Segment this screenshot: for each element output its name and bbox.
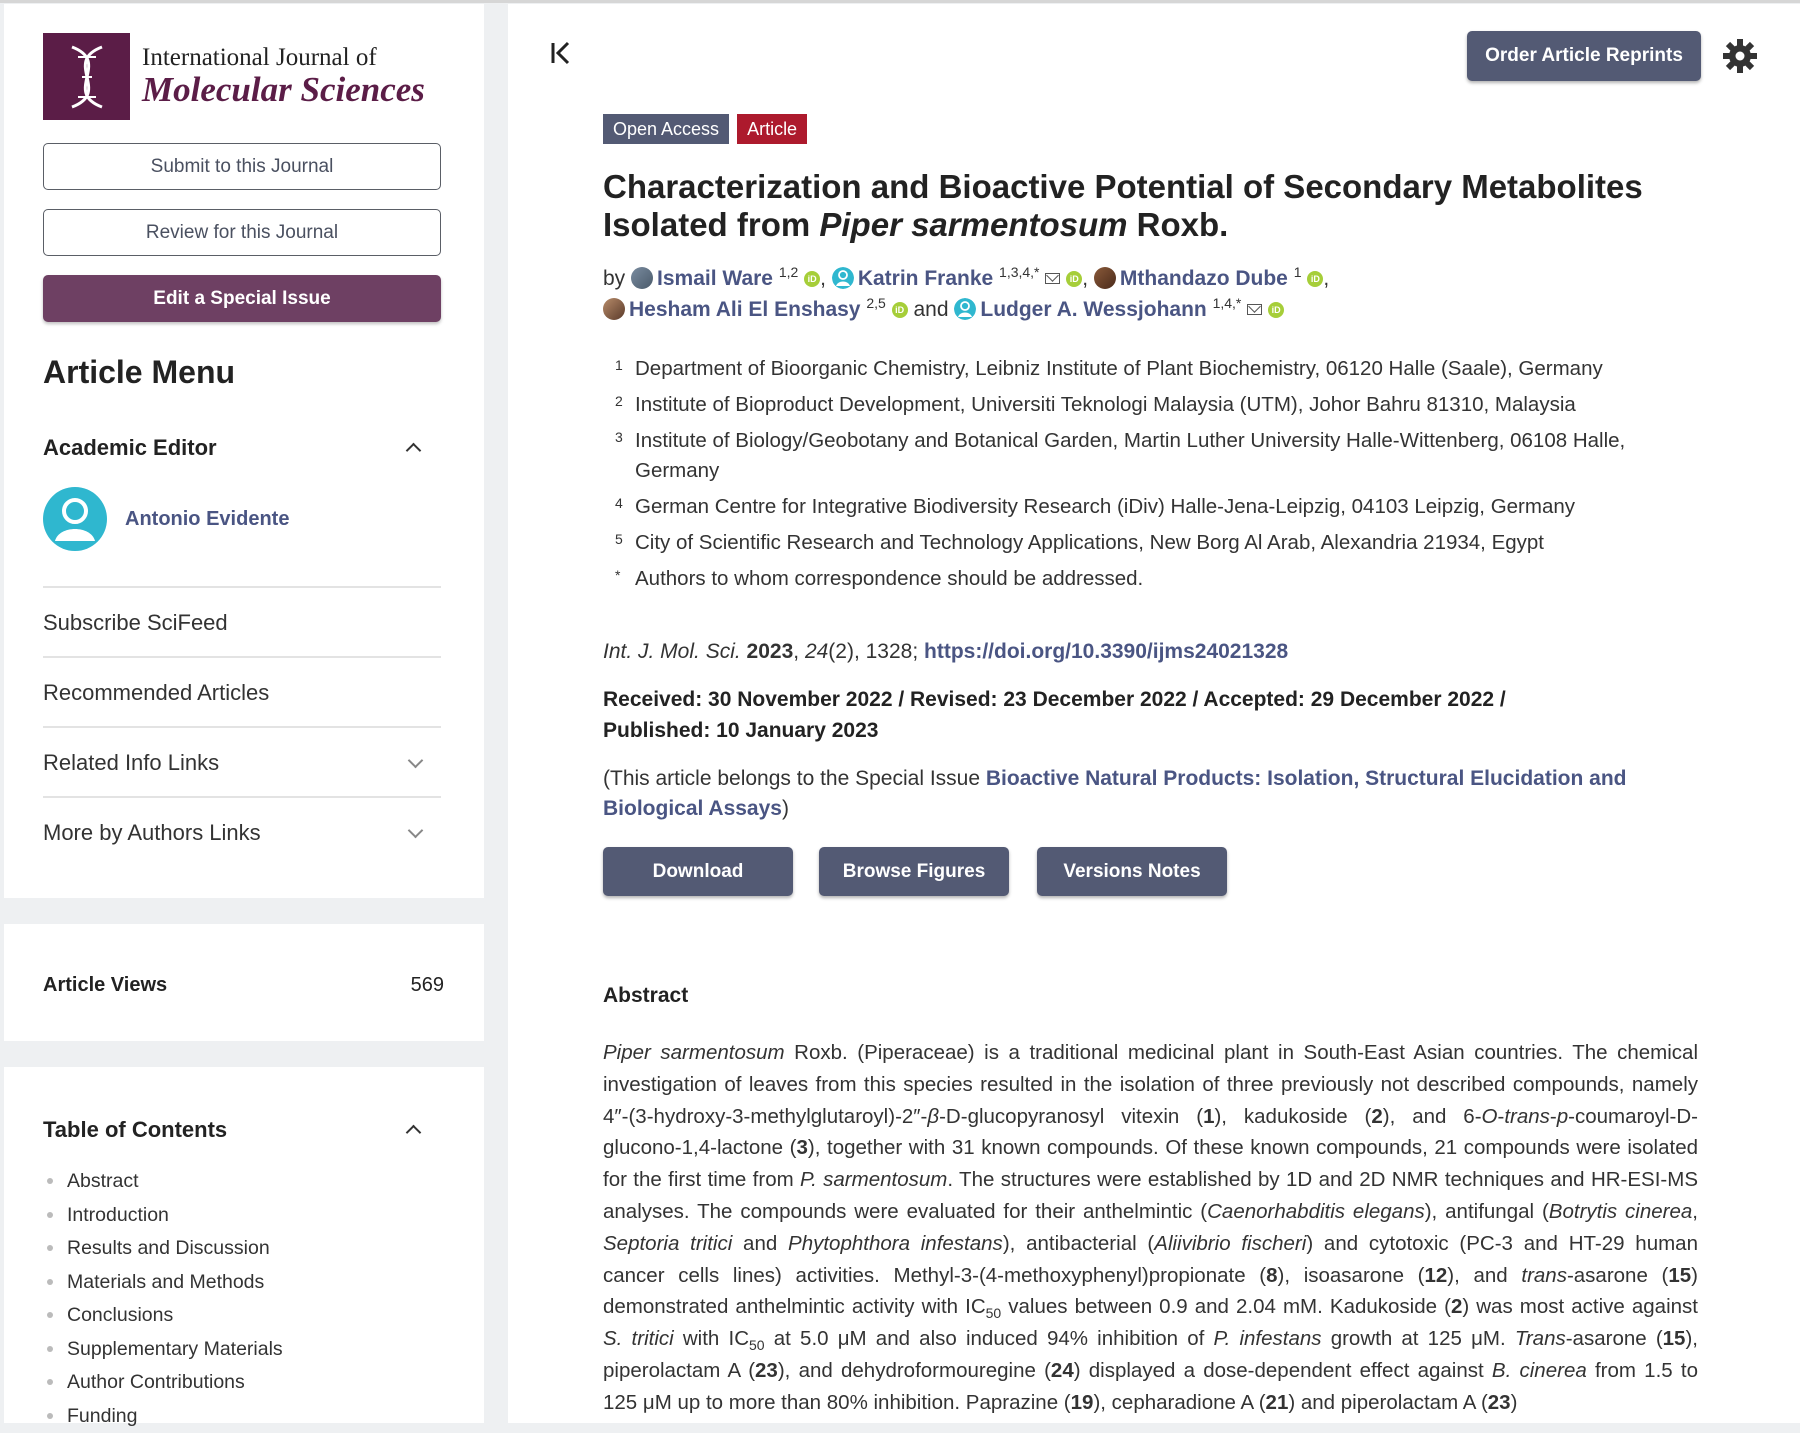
article-main <box>508 4 1800 1423</box>
author-link[interactable]: Mthandazo Dube <box>1120 267 1288 290</box>
affiliation-item: 1 Department of Bioorganic Chemistry, Leibniz Institute of Plant Biochemistry, 06120 Halle (Saale), Germany <box>603 354 1663 384</box>
top-border <box>0 0 1800 3</box>
citation-line: Int. J. Mol. Sci. 2023, 24(2), 1328; https://doi.org/10.3390/ijms24021328 <box>603 640 1288 664</box>
orcid-icon[interactable]: iD <box>892 302 908 318</box>
article-views-label: Article Views <box>43 974 167 997</box>
order-reprints-button[interactable]: Order Article Reprints <box>1467 31 1701 81</box>
special-issue-note: (This article belongs to the Special Issue Bioactive Natural Products: Isolation, Structural Elucidation and Biological Assays) <box>603 764 1663 824</box>
author-photo <box>631 267 653 289</box>
email-icon[interactable] <box>1247 304 1262 315</box>
download-button[interactable]: Download <box>603 847 793 896</box>
article-views-count: 569 <box>411 974 444 997</box>
editor-name-link[interactable]: Antonio Evidente <box>125 508 289 531</box>
orcid-icon[interactable]: iD <box>1066 271 1082 287</box>
affiliation-item: 5 City of Scientific Research and Technology Applications, New Borg Al Arab, Alexandria 21934, Egypt <box>603 528 1663 558</box>
journal-logo[interactable] <box>43 33 425 120</box>
sidebar-panel <box>4 4 484 898</box>
author-list: by Ismail Ware $^{1,2}$ iD , Katrin Franke $^{1,3,4,*}$ iD , Mthandazo Dube $^1$ iD , Hesham Ali El Enshasy $^{2,5}$ iD and Ludger A. Wessjohann $^{1,4,*}$ iD <box>603 263 1703 325</box>
chevron-up-icon <box>406 443 422 459</box>
orcid-icon[interactable]: iD <box>1307 271 1323 287</box>
abstract-heading: Abstract <box>603 984 688 1008</box>
toc-toggle[interactable] <box>43 1117 441 1143</box>
academic-editor-heading: Academic Editor <box>43 435 217 460</box>
by-label: by <box>603 267 625 290</box>
recommended-articles-link[interactable]: Recommended Articles <box>43 656 441 728</box>
email-icon[interactable] <box>1045 273 1060 284</box>
avatar-icon <box>43 487 107 551</box>
article-menu-title: Article Menu <box>43 354 235 391</box>
author-avatar-icon <box>832 267 854 289</box>
review-for-journal-button[interactable]: Review for this Journal <box>43 209 441 256</box>
abstract-text: Piper sarmentosum Roxb. (Piperaceae) is a traditional medicinal plant in South-East Asian countries. The chemical investigation of leaves from this species resulted in the isolation of three previously not described compounds, namely 4″-(3-hydroxy-3-methylglutaroyl)-2″-β-D-glucopyranosyl vitexin (1), kadukoside (2), and 6-O-trans-p-coumaroyl-D-glucono-1,4-lactone (3), together with 31 known compounds. Of these known compounds, 21 compounds were isolated for the first time from P. sarmentosum. The structures were established by 1D and 2D NMR techniques and HR-ESI-MS analyses. The compounds were evaluated for their anthelmintic (Caenorhabditis elegans), antifungal (Botrytis cinerea, Septoria tritici and Phytophthora infestans), antibacterial (Aliivibrio fischeri) and cytotoxic (PC-3 and HT-29 human cancer cells lines) activities. Methyl-3-(4-methoxyphenyl)propionate (8), isoasarone (12), and trans-asarone (15) demonstrated anthelmintic activity with $IC_{50}$ values between 0.9 and 2.04 mM. Kadukoside (2) was most active against S. tritici with $IC_{50}$ at 5.0 μM and also induced 94% inhibition of P. infestans growth at 125 μM. Trans-asarone (15), piperolactam A (23), and dehydroformouregine (24) displayed a dose-dependent effect against B. cinerea from 1.5 to 125 μM up to more than 80% inhibition. Paprazine (19), cepharadione A (21) and piperolactam A (23) <box>603 1037 1698 1419</box>
toc-item[interactable]: Funding <box>43 1400 283 1433</box>
orcid-icon[interactable]: iD <box>804 271 820 287</box>
toc-list <box>43 1165 283 1433</box>
toc-item[interactable]: Results and Discussion <box>43 1232 283 1266</box>
toc-item[interactable]: Abstract <box>43 1165 283 1199</box>
author-link[interactable]: Katrin Franke <box>858 267 993 290</box>
browse-figures-button[interactable]: Browse Figures <box>819 847 1009 896</box>
more-by-authors-toggle[interactable]: More by Authors Links <box>43 796 441 868</box>
toc-item[interactable]: Materials and Methods <box>43 1266 283 1300</box>
author-photo <box>1094 267 1116 289</box>
chevron-down-icon <box>408 753 424 769</box>
chevron-down-icon <box>408 823 424 839</box>
versions-notes-button[interactable]: Versions Notes <box>1037 847 1227 896</box>
affiliation-item: 3 Institute of Biology/Geobotany and Botanical Garden, Martin Luther University Halle-Wittenberg, 06108 Halle, Germany <box>603 426 1663 486</box>
affiliation-item: 4 German Centre for Integrative Biodiversity Research (iDiv) Halle-Jena-Leipzig, 04103 Leipzig, Germany <box>603 492 1663 522</box>
edit-special-issue-button[interactable]: Edit a Special Issue <box>43 275 441 322</box>
submit-to-journal-button[interactable]: Submit to this Journal <box>43 143 441 190</box>
subscribe-scifeed-link[interactable]: Subscribe SciFeed <box>43 586 441 658</box>
related-info-links-toggle[interactable]: Related Info Links <box>43 726 441 798</box>
publication-dates: Received: 30 November 2022 / Revised: 23 December 2022 / Accepted: 29 December 2022 / Published: 10 January 2023 <box>603 684 1603 746</box>
journal-name-line1: International Journal of <box>142 44 425 71</box>
author-link[interactable]: Hesham Ali El Enshasy <box>629 298 860 321</box>
article-type-badge: Article <box>737 114 807 144</box>
author-link[interactable]: Ismail Ware <box>657 267 773 290</box>
journal-name-line2: Molecular Sciences <box>142 71 425 109</box>
collapse-sidebar-icon[interactable] <box>548 40 574 66</box>
toc-item[interactable]: Introduction <box>43 1199 283 1233</box>
affiliation-item: 2 Institute of Bioproduct Development, Universiti Teknologi Malaysia (UTM), Johor Bahru 81310, Malaysia <box>603 390 1663 420</box>
gear-icon[interactable] <box>1722 38 1758 74</box>
affiliation-item: * Authors to whom correspondence should be addressed. <box>603 564 1663 594</box>
toc-item[interactable]: Conclusions <box>43 1299 283 1333</box>
and-label: and <box>913 298 948 321</box>
special-issue-link[interactable]: Bioactive Natural Products: Isolation, Structural Elucidation and Biological Assays <box>603 767 1626 820</box>
article-title: Characterization and Bioactive Potential of Secondary Metabolites Isolated from Piper sarmentosum Roxb. <box>603 168 1663 244</box>
author-avatar-icon <box>954 298 976 320</box>
author-photo <box>603 298 625 320</box>
affiliation-list <box>603 354 1663 600</box>
dna-logo-icon <box>43 33 130 120</box>
author-link[interactable]: Ludger A. Wessjohann <box>980 298 1206 321</box>
toc-title: Table of Contents <box>43 1117 227 1142</box>
editor-entry[interactable] <box>43 487 289 551</box>
chevron-up-icon <box>406 1125 422 1141</box>
toc-item[interactable]: Author Contributions <box>43 1366 283 1400</box>
academic-editor-toggle[interactable] <box>43 435 441 461</box>
open-access-badge[interactable]: Open Access <box>603 114 729 144</box>
orcid-icon[interactable]: iD <box>1268 302 1284 318</box>
table-of-contents-panel <box>4 1067 484 1423</box>
toc-item[interactable]: Supplementary Materials <box>43 1333 283 1367</box>
article-views-panel <box>4 924 484 1041</box>
doi-link[interactable]: https://doi.org/10.3390/ijms24021328 <box>924 640 1288 663</box>
